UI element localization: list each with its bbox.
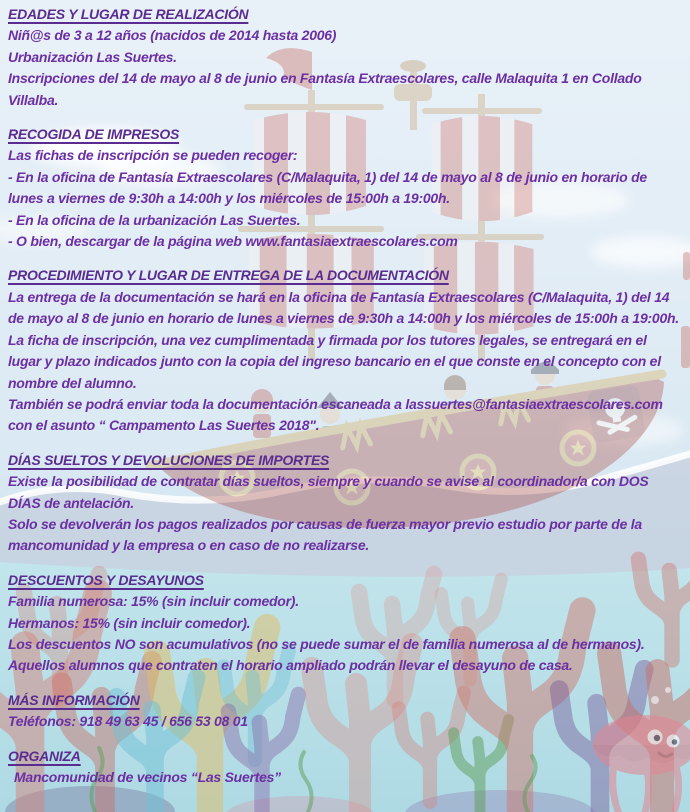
section-paragraph: Mancomunidad de vecinos “Las Suertes” xyxy=(14,769,281,785)
section-title: RECOGIDA DE IMPRESOS xyxy=(8,126,180,143)
section xyxy=(8,690,682,733)
section-title: ORGANIZA xyxy=(8,747,81,764)
section xyxy=(8,746,682,789)
section-paragraph: Hermanos: 15% (sin incluir comedor). xyxy=(8,614,251,631)
section-title: DESCUENTOS Y DESAYUNOS xyxy=(8,571,204,588)
section-paragraph: Aquellos alumnos que contraten el horario ampliado podrán llevar el desayuno de casa. xyxy=(8,657,573,674)
section-paragraph: - O bien, descargar de la página web www.fantasiaextraescolares.com xyxy=(8,233,458,250)
section xyxy=(8,450,682,557)
section xyxy=(8,265,682,436)
section-paragraph: Solo se devolverán los pagos realizados por causas de fuerza mayor previo estudio por parte de la mancomunidad y la empresa o en caso de no realizarse. xyxy=(8,515,642,554)
section xyxy=(8,4,682,111)
section-paragraph: - En la oficina de la urbanización Las Suertes. xyxy=(8,211,301,228)
section-paragraph: La ficha de inscripción, una vez cumplimentada y firmada por los tutores legales, se entregará en el lugar y plazo indicados junto con la copia del ingreso bancario en el que conste en el concepto con el nombre del alumno. xyxy=(8,331,661,391)
section-paragraph: Familia numerosa: 15% (sin incluir comedor). xyxy=(8,593,299,610)
section-paragraph: Urbanización Las Suertes. xyxy=(8,48,177,65)
section xyxy=(8,570,682,677)
section-title: EDADES Y LUGAR DE REALIZACIÓN xyxy=(8,6,249,22)
section-paragraph: - En la oficina de Fantasía Extraescolares (C/Malaquita, 1) del 14 de mayo al 8 de junio en horario de lunes a viernes de 9:30h a 14:00h y los miércoles de 15:00h a 19:00h. xyxy=(8,168,647,207)
section-title: DÍAS SUELTOS Y DEVOLUCIONES DE IMPORTES xyxy=(8,451,330,468)
section-paragraph: Las fichas de inscripción se pueden recoger: xyxy=(8,147,298,164)
section-title: PROCEDIMIENTO Y LUGAR DE ENTREGA DE LA DOCUMENTACIÓN xyxy=(8,267,449,284)
section-paragraph: Inscripciones del 14 de mayo al 8 de junio en Fantasía Extraescolares, calle Malaquita 1 en Collado Villalba. xyxy=(8,70,642,108)
section-paragraph: La entrega de la documentación se hará en la oficina de Fantasía Extraescolares (C/Malaquita, 1) del 14 de mayo al 8 de junio en horario de lunes a viernes de 9:30h a 14:00h y los miércoles de 15:00h a 19:00h. xyxy=(8,288,679,327)
section-paragraph: También se podrá enviar toda la documentación escaneada a lassuertes@fantasiaextraescolares.com con el asunto “ Campamento Las Suertes 2018". xyxy=(8,395,663,434)
section-paragraph: Los descuentos NO son acumulativos (no se puede sumar el de familia numerosa al de hermanos). xyxy=(8,635,645,652)
section-title: MÁS INFORMACIÓN xyxy=(8,691,140,708)
section xyxy=(8,124,682,252)
section-paragraph: Existe la posibilidad de contratar días sueltos, siempre y cuando se avise al coordinador/a con DOS DÍAS de antelación. xyxy=(8,473,649,511)
section-paragraph: Niñ@s de 3 a 12 años (nacidos de 2014 hasta 2006) xyxy=(8,27,337,44)
section-paragraph: Teléfonos: 918 49 63 45 / 656 53 08 01 xyxy=(8,713,248,730)
